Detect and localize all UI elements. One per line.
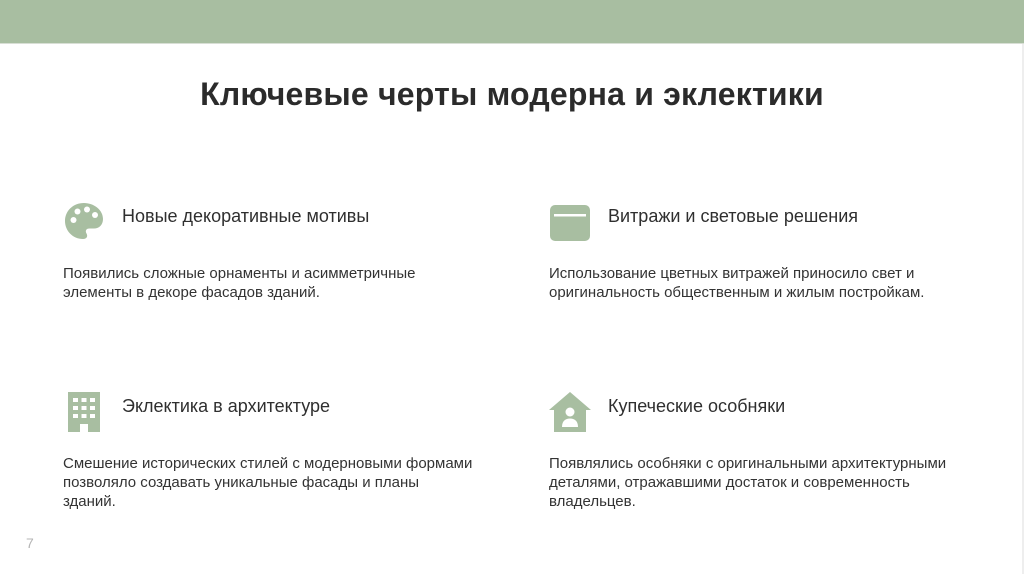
slide-title: Ключевые черты модерна и эклектики	[200, 76, 824, 112]
building-icon	[63, 390, 105, 432]
window-icon	[549, 200, 591, 242]
page-number: 7	[26, 535, 34, 551]
palette-icon	[63, 200, 105, 242]
card-heading: Купеческие особняки	[608, 396, 786, 416]
top-band	[0, 0, 1024, 43]
card-heading: Витражи и световые решения	[608, 206, 859, 226]
house-user-icon	[549, 390, 591, 432]
top-divider	[0, 43, 1024, 44]
card-description: Смешение исторических стилей с модерновыми формами позволяло создавать уникальные фасады и планы зданий.	[63, 455, 473, 510]
card-description: Использование цветных витражей приносило свет и оригинальность общественным и жилым постройкам.	[549, 265, 925, 301]
card-description: Появлялись особняки с оригинальными архитектурными деталями, отражавшими достаток и современность владельцев.	[549, 455, 947, 510]
card-heading: Эклектика в архитектуре	[122, 396, 331, 416]
card-heading: Новые декоративные мотивы	[122, 206, 370, 226]
card-description: Появились сложные орнаменты и асимметричные элементы в декоре фасадов зданий.	[63, 265, 416, 301]
